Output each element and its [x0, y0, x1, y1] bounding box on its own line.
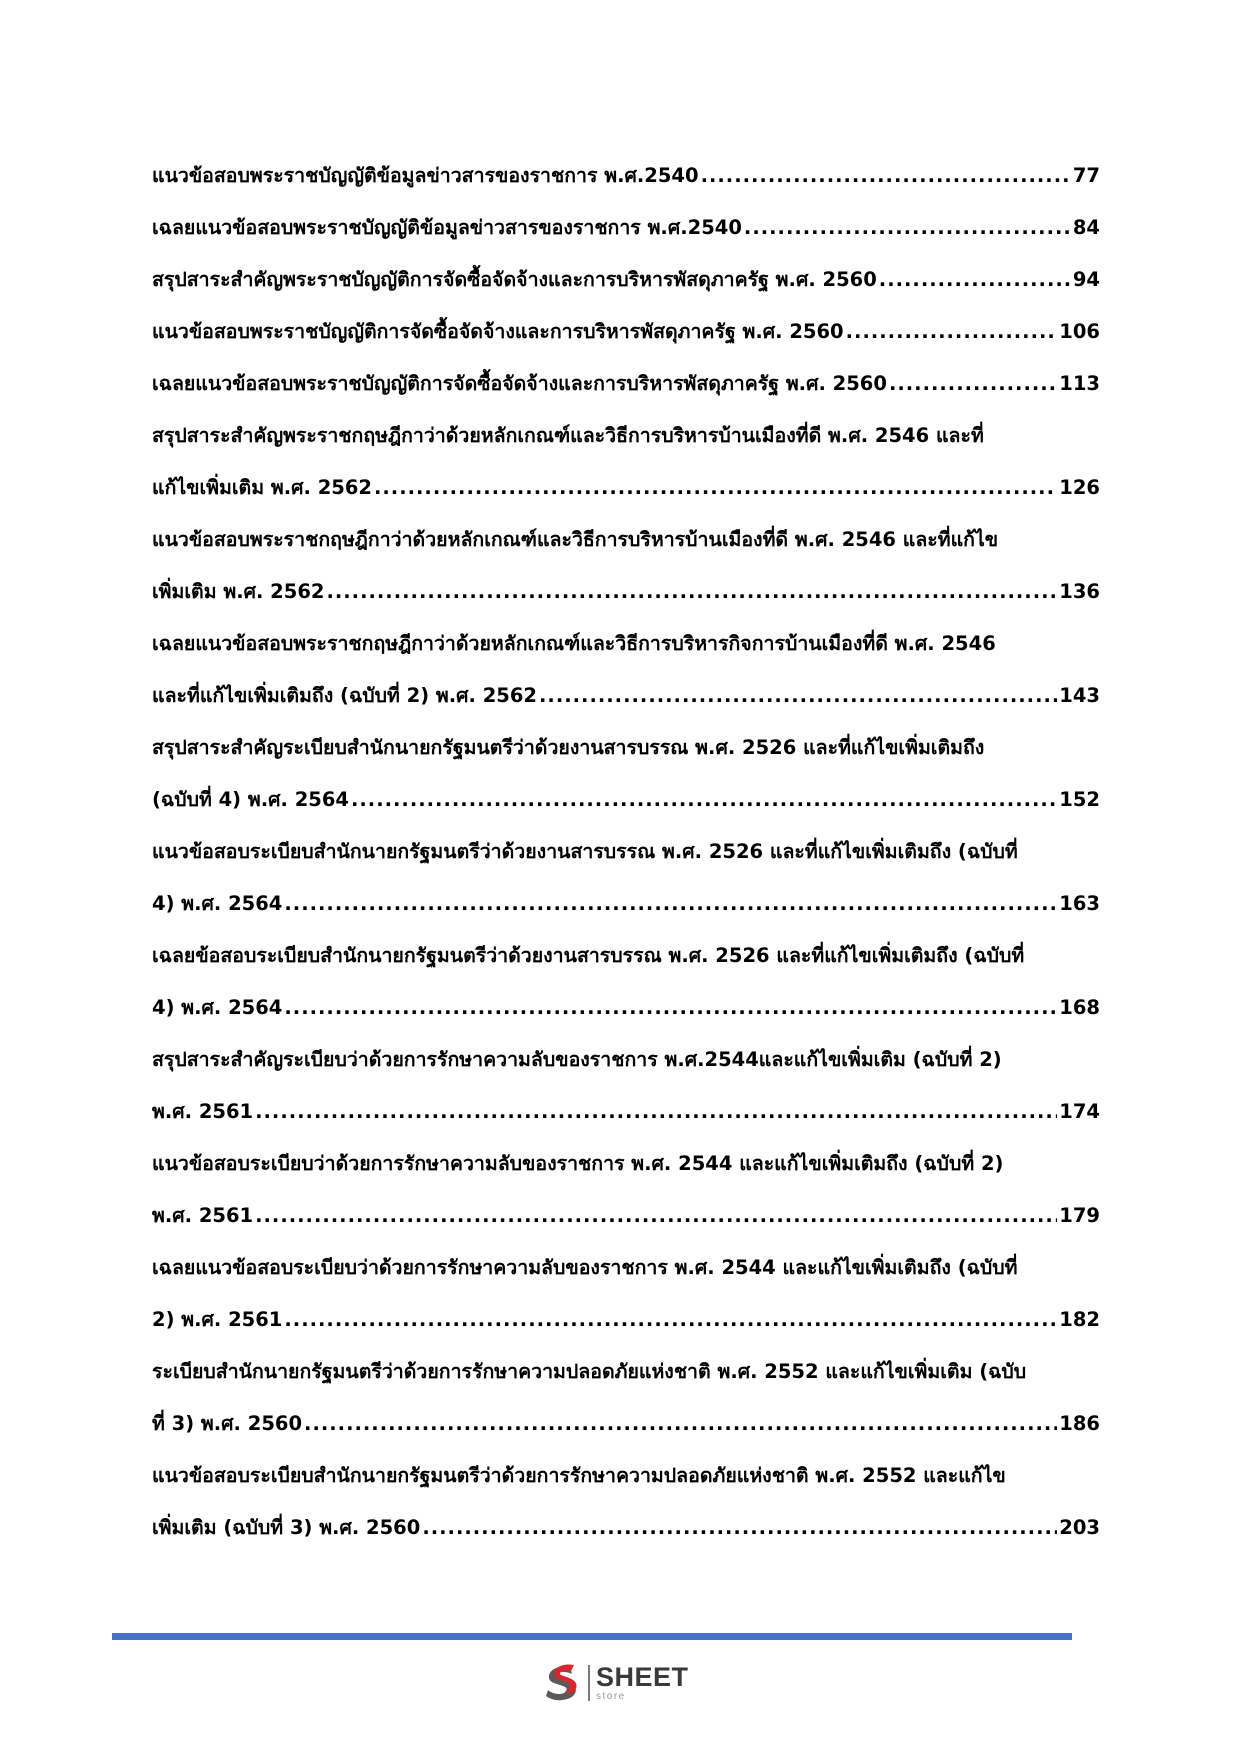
- toc-entry-title-line: แนวข้อสอบพระราชกฤษฎีกาว่าด้วยหลักเกณฑ์และวิธีการบริหารบ้านเมืองที่ดี พ.ศ. 2546 และที่แก้ไข: [152, 528, 999, 551]
- toc-entry-last-line: [152, 254, 1100, 306]
- toc-entry-title-line: 4) พ.ศ. 2564: [152, 996, 283, 1019]
- toc-entry-last-line: [152, 306, 1100, 358]
- toc-entry-title-line: เฉลยแนวข้อสอบพระราชกฤษฎีกาว่าด้วยหลักเกณฑ์และวิธีการบริหารกิจการบ้านเมืองที่ดี พ.ศ. 2546: [152, 632, 996, 655]
- toc-entry: [152, 306, 1100, 358]
- toc-entry-title-line: สรุปสาระสำคัญระเบียบสำนักนายกรัฐมนตรีว่าด้วยงานสารบรรณ พ.ศ. 2526 และที่แก้ไขเพิ่มเติมถึง: [152, 736, 985, 759]
- toc-entry-last-line: [152, 358, 1100, 410]
- toc-entry-title-line: สรุปสาระสำคัญพระราชกฤษฎีกาว่าด้วยหลักเกณฑ์และวิธีการบริหารบ้านเมืองที่ดี พ.ศ. 2546 และที่: [152, 424, 984, 447]
- toc-entry-last-line: [152, 1086, 1100, 1138]
- toc-entry: [152, 1034, 1100, 1138]
- dot-leader: [284, 878, 1057, 930]
- table-of-contents: [152, 150, 1100, 1554]
- toc-entry: [152, 722, 1100, 826]
- toc-page-number: 179: [1059, 1204, 1100, 1227]
- toc-entry-last-line: [152, 774, 1100, 826]
- toc-page-number: 174: [1059, 1100, 1100, 1123]
- toc-entry-title-line: เพิ่มเติม (ฉบับที่ 3) พ.ศ. 2560: [152, 1516, 421, 1539]
- toc-page-number: 182: [1059, 1308, 1100, 1331]
- toc-entry-last-line: [152, 1294, 1100, 1346]
- toc-entry: [152, 826, 1100, 930]
- toc-entry-last-line: [152, 202, 1100, 254]
- toc-entry: [152, 618, 1100, 722]
- toc-entry-title-line: เฉลยแนวข้อสอบพระราชบัญญัติข้อมูลข่าวสารของราชการ พ.ศ.2540: [152, 216, 742, 239]
- toc-entry-last-line: [152, 462, 1100, 514]
- toc-entry-title-line: แนวข้อสอบพระราชบัญญัติข้อมูลข่าวสารของราชการ พ.ศ.2540: [152, 164, 699, 187]
- logo-wordmark: [596, 1664, 689, 1702]
- toc-entry-title-line: (ฉบับที่ 4) พ.ศ. 2564: [152, 788, 349, 811]
- toc-entry-title-line: เฉลยข้อสอบระเบียบสำนักนายกรัฐมนตรีว่าด้วยงานสารบรรณ พ.ศ. 2526 และที่แก้ไขเพิ่มเติมถึง (ฉบับที่: [152, 944, 1025, 967]
- toc-entry: [152, 1242, 1100, 1346]
- toc-page-number: 143: [1059, 684, 1100, 707]
- toc-entry-title-line: เฉลยแนวข้อสอบระเบียบว่าด้วยการรักษาความลับของราชการ พ.ศ. 2544 และแก้ไขเพิ่มเติมถึง (ฉบับที่: [152, 1256, 1018, 1279]
- dot-leader: [422, 1502, 1057, 1554]
- toc-entry-last-line: [152, 670, 1100, 722]
- toc-entry-last-line: [152, 1398, 1100, 1450]
- toc-page-number: 136: [1059, 580, 1100, 603]
- logo-brand-text: SHEET: [596, 1662, 689, 1692]
- dot-leader: [539, 670, 1057, 722]
- dot-leader: [846, 306, 1058, 358]
- toc-entry-title-line: สรุปสาระสำคัญพระราชบัญญัติการจัดซื้อจัดจ้างและการบริหารพัสดุภาครัฐ พ.ศ. 2560: [152, 268, 877, 291]
- toc-entry: [152, 1450, 1100, 1554]
- dot-leader: [351, 774, 1057, 826]
- dot-leader: [889, 358, 1057, 410]
- toc-page-number: 152: [1059, 788, 1100, 811]
- logo-sub-text: store: [596, 1691, 626, 1702]
- toc-entry: [152, 1138, 1100, 1242]
- footer-divider: [112, 1633, 1072, 1640]
- dot-leader: [255, 1190, 1057, 1242]
- toc-page-number: 126: [1059, 476, 1100, 499]
- toc-page-number: 168: [1059, 996, 1100, 1019]
- toc-entry-title-line: และที่แก้ไขเพิ่มเติมถึง (ฉบับที่ 2) พ.ศ. 2562: [152, 684, 538, 707]
- toc-entry-last-line: [152, 878, 1100, 930]
- toc-entry-title-line: พ.ศ. 2561: [152, 1100, 254, 1123]
- toc-entry: [152, 358, 1100, 410]
- toc-entry-last-line: [152, 150, 1100, 202]
- toc-page-number: 94: [1072, 268, 1100, 291]
- dot-leader: [284, 982, 1057, 1034]
- toc-page-number: 84: [1072, 216, 1100, 239]
- toc-entry: [152, 930, 1100, 1034]
- toc-page-number: 163: [1059, 892, 1100, 915]
- dot-leader: [879, 254, 1071, 306]
- toc-entry-title-line: 2) พ.ศ. 2561: [152, 1308, 283, 1331]
- toc-page-number: 203: [1059, 1516, 1100, 1539]
- toc-entry-title-line: แนวข้อสอบระเบียบว่าด้วยการรักษาความลับของราชการ พ.ศ. 2544 และแก้ไขเพิ่มเติมถึง (ฉบับที่ 2): [152, 1152, 1004, 1175]
- logo-divider: [588, 1665, 590, 1701]
- toc-page-number: 106: [1059, 320, 1100, 343]
- toc-entry-title-line: สรุปสาระสำคัญระเบียบว่าด้วยการรักษาความลับของราชการ พ.ศ.2544และแก้ไขเพิ่มเติม (ฉบับที่ 2): [152, 1048, 1002, 1071]
- toc-page-number: 77: [1072, 164, 1100, 187]
- toc-entry-last-line: [152, 566, 1100, 618]
- dot-leader: [374, 462, 1057, 514]
- toc-entry-last-line: [152, 1190, 1100, 1242]
- toc-entry: [152, 150, 1100, 202]
- toc-entry-title-line: 4) พ.ศ. 2564: [152, 892, 283, 915]
- toc-entry-title-line: แนวข้อสอบระเบียบสำนักนายกรัฐมนตรีว่าด้วยการรักษาความปลอดภัยแห่งชาติ พ.ศ. 2552 และแก้ไข: [152, 1464, 1006, 1487]
- dot-leader: [701, 150, 1071, 202]
- toc-entry-title-line: แนวข้อสอบพระราชบัญญัติการจัดซื้อจัดจ้างและการบริหารพัสดุภาครัฐ พ.ศ. 2560: [152, 320, 844, 343]
- dot-leader: [744, 202, 1071, 254]
- toc-entry-title-line: แนวข้อสอบระเบียบสำนักนายกรัฐมนตรีว่าด้วยงานสารบรรณ พ.ศ. 2526 และที่แก้ไขเพิ่มเติมถึง (ฉบับที่: [152, 840, 1018, 863]
- dot-leader: [304, 1398, 1057, 1450]
- toc-entry-last-line: [152, 1502, 1100, 1554]
- toc-entry: [152, 410, 1100, 514]
- dot-leader: [284, 1294, 1057, 1346]
- dot-leader: [326, 566, 1057, 618]
- toc-page-number: 113: [1059, 372, 1100, 395]
- dot-leader: [255, 1086, 1057, 1138]
- toc-entry: [152, 514, 1100, 618]
- toc-entry-title-line: พ.ศ. 2561: [152, 1204, 254, 1227]
- toc-entry: [152, 254, 1100, 306]
- sheetstore-logo: [540, 1657, 689, 1709]
- toc-entry-title-line: ระเบียบสำนักนายกรัฐมนตรีว่าด้วยการรักษาความปลอดภัยแห่งชาติ พ.ศ. 2552 และแก้ไขเพิ่มเติม (ฉบับ: [152, 1360, 1027, 1383]
- toc-entry-title-line: แก้ไขเพิ่มเติม พ.ศ. 2562: [152, 476, 372, 499]
- toc-entry: [152, 1346, 1100, 1450]
- toc-entry-title-line: ที่ 3) พ.ศ. 2560: [152, 1412, 303, 1435]
- toc-entry: [152, 202, 1100, 254]
- toc-entry-title-line: เพิ่มเติม พ.ศ. 2562: [152, 580, 325, 603]
- toc-entry-title-line: เฉลยแนวข้อสอบพระราชบัญญัติการจัดซื้อจัดจ้างและการบริหารพัสดุภาครัฐ พ.ศ. 2560: [152, 372, 887, 395]
- toc-entry-last-line: [152, 982, 1100, 1034]
- sheetstore-s-logo-icon: [540, 1661, 584, 1705]
- toc-page-number: 186: [1059, 1412, 1100, 1435]
